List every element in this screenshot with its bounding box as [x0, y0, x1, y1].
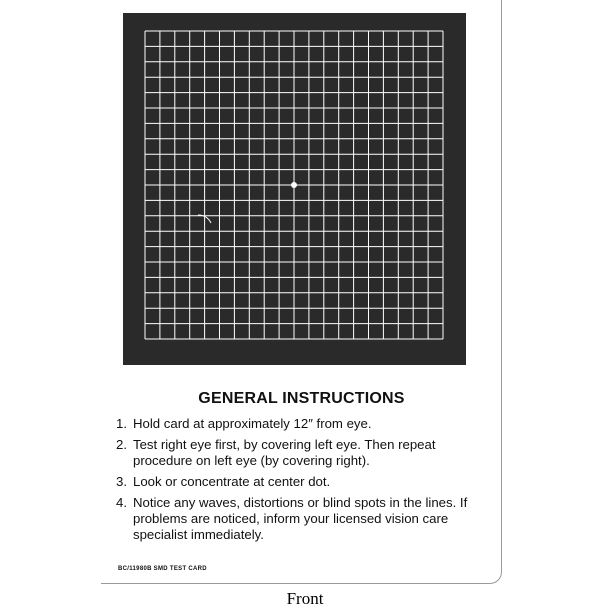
instruction-item: [116, 495, 491, 543]
instruction-item: [116, 474, 491, 490]
amsler-grid: [123, 13, 466, 365]
instruction-item: [116, 416, 491, 432]
instructions-list: [116, 416, 491, 548]
instruction-item: [116, 437, 491, 469]
center-dot: [291, 182, 297, 188]
instruction-number: 4.: [116, 495, 127, 510]
instruction-text: Test right eye first, by covering left eye. Then repeat procedure on left eye (by covering right).: [133, 437, 436, 468]
instruction-number: 1.: [116, 416, 127, 431]
instruction-text: Hold card at approximately 12″ from eye.: [133, 416, 372, 431]
instruction-number: 3.: [116, 474, 127, 489]
card-code: BC/11980B SMD TEST CARD: [118, 566, 207, 572]
instruction-text: Notice any waves, distortions or blind spots in the lines. If problems are noticed, inform your licensed vision care specialist immediately.: [133, 495, 468, 542]
amsler-grid-panel: [123, 13, 466, 365]
instructions-heading: GENERAL INSTRUCTIONS: [198, 390, 405, 407]
instruction-number: 2.: [116, 437, 127, 452]
caption: Front: [286, 589, 324, 608]
instruction-text: Look or concentrate at center dot.: [133, 474, 331, 489]
